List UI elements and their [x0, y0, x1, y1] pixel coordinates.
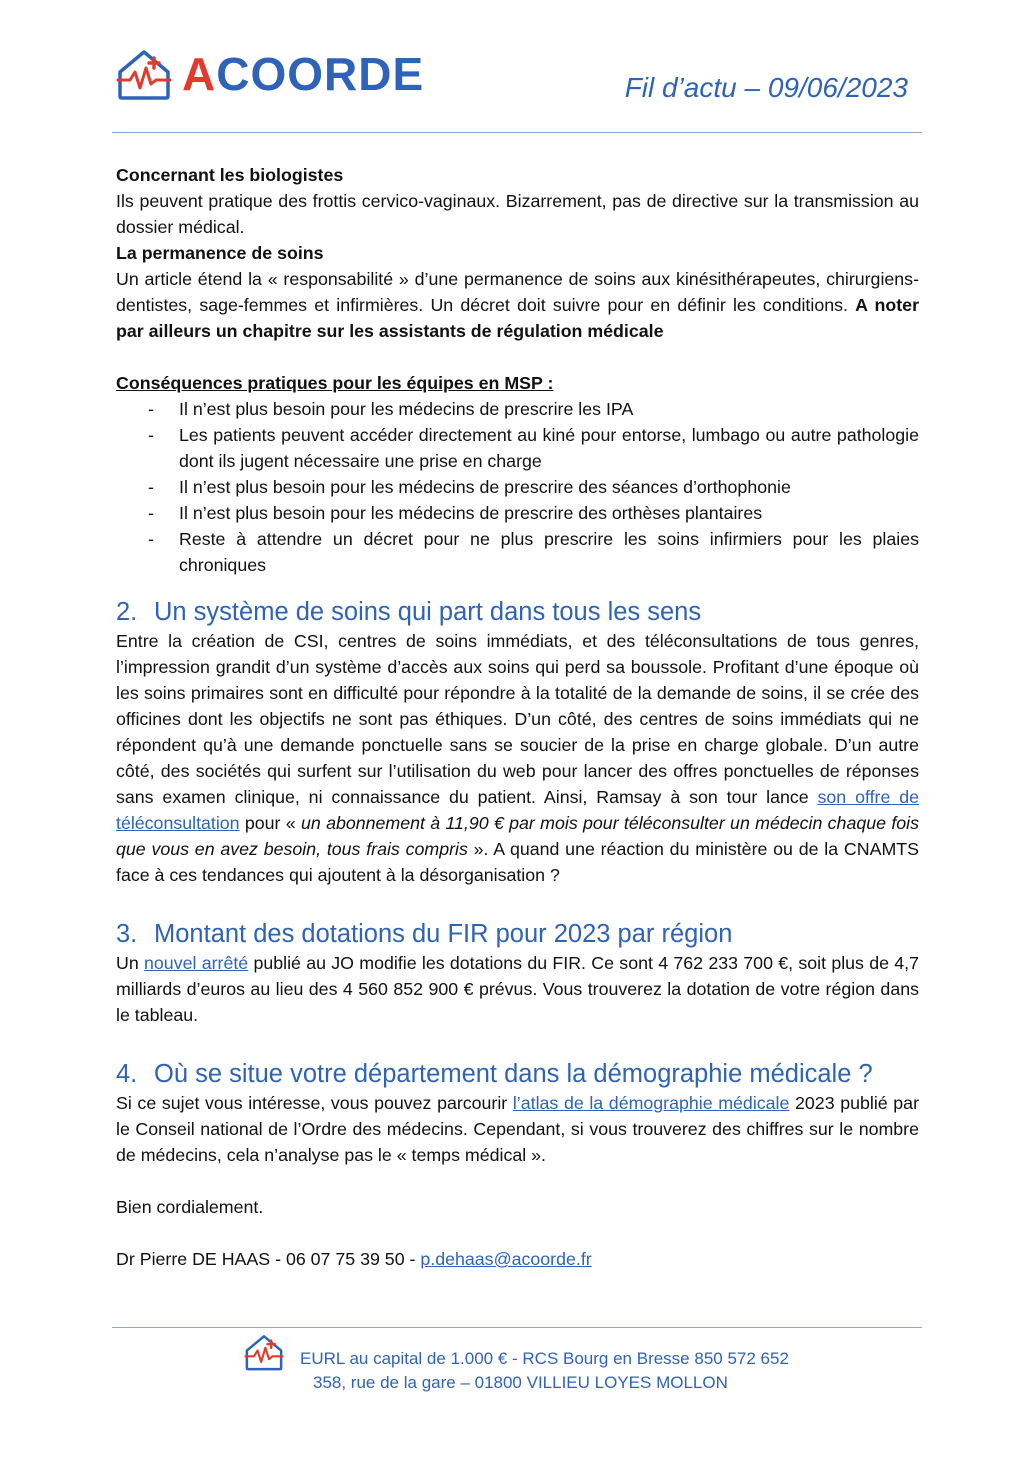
paragraph-text: ». A quand une réaction du ministère ou de la CNAMTS face à ces tendances qui ajoutent à la désorganisation ? — [116, 839, 919, 885]
paragraph-text: Entre la création de CSI, centres de soins immédiats, et des téléconsultations de tous genres, l’impression grandit d’un système d’accès aux soins qui perd sa boussole. Profitant d’une époque où les soins primaires sont en difficulté pour répondre à la totalité de la demande de soins, il se crée des officines dont les objectifs ne sont pas éthiques. D’un côté, des centres de soins immédiats qui ne répondent qu’à une demande ponctuelle sans se soucier de la prise en charge globale. D’un autre côté, des sociétés qui surfent sur l’utilisation du web pour lancer des offres ponctuelles de réponses sans examen clinique, ni connaissance du patient. Ainsi, Ramsay à son tour lance — [116, 631, 919, 807]
list-item: - Il n’est plus besoin pour les médecins de prescrire les IPA — [116, 396, 919, 422]
atlas-demographie-link[interactable]: l’atlas de la démographie médicale — [512, 1093, 790, 1113]
biologists-text: Ils peuvent pratique des frottis cervico-vaginaux. Bizarrement, pas de directive sur la transmission au dossier médical. — [116, 191, 919, 237]
biologists-heading: Concernant les biologistes — [116, 165, 344, 185]
section-3-heading — [116, 918, 919, 950]
permanence-body: Un article étend la « responsabilité » d’une permanence de soins aux kinésithérapeutes, chirurgiens-dentistes, sage-femmes et infirmières. Un décret doit suivre pour en définir les conditions. — [116, 269, 919, 315]
permanence-text — [116, 266, 919, 344]
company-address: 358, rue de la gare – 01800 VILLIEU LOYES MOLLON — [313, 1373, 728, 1392]
list-item: - Il n’est plus besoin pour les médecins de prescrire des séances d’orthophonie — [116, 474, 919, 500]
section-title: Un système de soins qui part dans tous les sens — [154, 598, 702, 626]
newsletter-date-title: Fil d’actu – 09/06/2023 — [624, 72, 908, 103]
section-4-heading — [116, 1058, 919, 1090]
section-3-paragraph — [116, 950, 919, 1028]
logo-letters-rest: COORDE — [216, 48, 425, 100]
footer-divider — [112, 1327, 922, 1328]
signature — [116, 1246, 919, 1272]
paragraph-text: 2023 publié par le Conseil national de l’Ordre des médecins. Cependant, si vous trouverez des chiffres sur le nombre de médecins, cela n’analyse pas le « temps médical ». — [116, 1093, 919, 1165]
section-number: 2. — [116, 598, 138, 626]
teleconsultation-offer-link[interactable]: son offre de téléconsultation — [116, 787, 919, 833]
paragraph-text: publié au JO modifie les dotations du FIR. Ce sont 4 762 233 700 €, soit plus de 4,7 milliards d’euros au lieu des 4 560 852 900 € prévus. Vous trouverez la dotation de votre région dans le tableau. — [116, 953, 920, 1025]
consequences-heading: Conséquences pratiques pour les équipes en MSP : — [116, 373, 554, 393]
consequences-list — [116, 396, 919, 578]
permanence-bold-note: A noter par ailleurs un chapitre sur les assistants de régulation médicale — [116, 295, 919, 341]
logo-wordmark — [182, 47, 424, 101]
list-item: - Il n’est plus besoin pour les médecins de prescrire des orthèses plantaires — [116, 500, 919, 526]
paragraph-text: Si ce sujet vous intéresse, vous pouvez parcourir — [116, 1093, 513, 1113]
section-2-paragraph — [116, 628, 919, 888]
logo-letter-a: A — [182, 48, 217, 100]
page-header — [0, 0, 1024, 140]
permanence-heading: La permanence de soins — [116, 243, 324, 263]
nouvel-arrete-link[interactable]: nouvel arrêté — [144, 953, 249, 973]
section-title: Où se situe votre département dans la démographie médicale ? — [154, 1060, 873, 1088]
paragraph-text: Un — [116, 953, 145, 973]
company-registration: EURL au capital de 1.000 € - RCS Bourg en Bresse 850 572 652 — [300, 1349, 789, 1368]
section-4-paragraph — [116, 1090, 919, 1168]
acoorde-logo — [116, 44, 424, 104]
section-number: 4. — [116, 1060, 138, 1088]
house-heartbeat-icon — [244, 1332, 284, 1372]
page-footer — [0, 1330, 1024, 1450]
email-link[interactable]: p.dehaas@acoorde.fr — [420, 1249, 592, 1269]
house-heartbeat-icon — [116, 46, 172, 102]
closing-text: Bien cordialement. — [116, 1197, 264, 1217]
list-item: - Reste à attendre un décret pour ne plus prescrire les soins infirmiers pour les plaies chroniques — [116, 526, 919, 578]
quote-text: un abonnement à 11,90 € par mois pour téléconsulter un médecin chaque fois que vous en avez besoin, tous frais compris — [116, 813, 919, 859]
signature-text: Dr Pierre DE HAAS - 06 07 75 39 50 - — [116, 1249, 421, 1269]
list-item: - Les patients peuvent accéder directement au kiné pour entorse, lumbago ou autre pathologie dont ils jugent nécessaire une prise en charge — [116, 422, 919, 474]
section-number: 3. — [116, 920, 138, 948]
section-title: Montant des dotations du FIR pour 2023 par région — [154, 920, 733, 948]
header-divider — [112, 132, 922, 133]
section-2-heading — [116, 596, 919, 628]
paragraph-text: pour « — [239, 813, 301, 833]
article-body — [116, 162, 919, 1272]
